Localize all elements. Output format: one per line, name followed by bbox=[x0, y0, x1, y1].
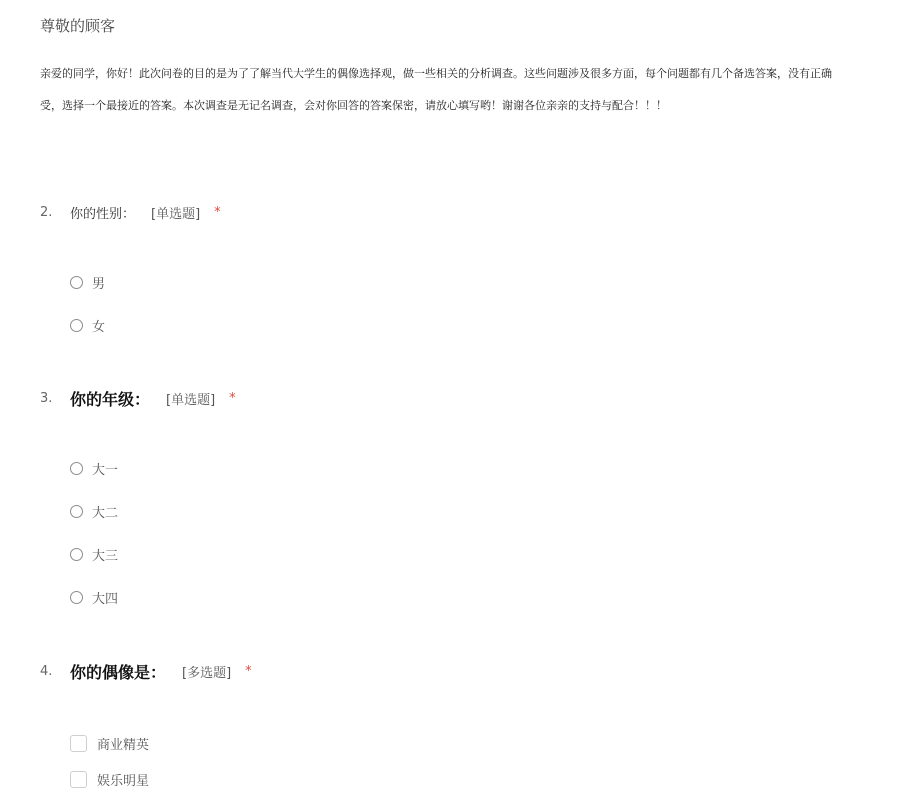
question-idol bbox=[40, 659, 880, 789]
radio-button[interactable] bbox=[70, 591, 83, 604]
required-mark: * bbox=[214, 204, 221, 220]
question-number: 3. bbox=[40, 390, 53, 406]
option-label[interactable]: 大二 bbox=[92, 505, 119, 521]
question-title: 你的偶像是： bbox=[70, 662, 167, 682]
survey-intro bbox=[40, 58, 900, 122]
option-label[interactable]: 大一 bbox=[92, 462, 119, 478]
option-label[interactable]: 女 bbox=[92, 319, 106, 335]
option-label[interactable]: 大三 bbox=[92, 548, 119, 564]
question-title: 你的年级： bbox=[70, 389, 151, 409]
question-header bbox=[40, 200, 880, 224]
option-year-3[interactable] bbox=[70, 544, 118, 564]
option-year-2[interactable] bbox=[70, 501, 118, 521]
option-business-elite[interactable] bbox=[70, 733, 149, 753]
question-title: 你的性别： bbox=[70, 206, 136, 222]
radio-button[interactable] bbox=[70, 548, 83, 561]
required-mark: * bbox=[229, 390, 236, 406]
radio-button[interactable] bbox=[70, 462, 83, 475]
radio-button[interactable] bbox=[70, 319, 83, 332]
intro-line: 亲爱的同学，你好！此次问卷的目的是为了了解当代大学生的偶像选择观，做一些相关的分析调查。这些问题涉及很多方面，每个问题都有几个备选答案，没有正确 bbox=[40, 67, 832, 80]
question-type: [多选题] bbox=[182, 665, 232, 681]
question-header bbox=[40, 386, 880, 410]
radio-button[interactable] bbox=[70, 505, 83, 518]
option-label[interactable]: 商业精英 bbox=[97, 737, 150, 753]
required-mark: * bbox=[245, 663, 252, 679]
question-header bbox=[40, 659, 880, 683]
question-number: 2. bbox=[40, 204, 53, 220]
option-year-4[interactable] bbox=[70, 587, 118, 607]
radio-button[interactable] bbox=[70, 276, 83, 289]
option-label[interactable]: 男 bbox=[92, 276, 106, 292]
checkbox[interactable] bbox=[70, 771, 87, 788]
question-gender bbox=[40, 200, 880, 335]
option-entertainment-star[interactable] bbox=[70, 769, 149, 789]
option-male[interactable] bbox=[70, 272, 105, 292]
option-label[interactable]: 大四 bbox=[92, 591, 119, 607]
intro-line: 受，选择一个最接近的答案。本次调查是无记名调查，会对你回答的答案保密，请放心填写哟！谢谢各位亲亲的支持与配合！！！ bbox=[40, 99, 667, 112]
question-type: [单选题] bbox=[151, 206, 201, 222]
option-label[interactable]: 娱乐明星 bbox=[97, 773, 150, 789]
question-type: [单选题] bbox=[166, 392, 216, 408]
option-year-1[interactable] bbox=[70, 458, 118, 478]
survey-greeting: 尊敬的顾客 bbox=[40, 17, 116, 35]
checkbox[interactable] bbox=[70, 735, 87, 752]
option-female[interactable] bbox=[70, 315, 105, 335]
question-grade bbox=[40, 386, 880, 607]
question-number: 4. bbox=[40, 663, 53, 679]
